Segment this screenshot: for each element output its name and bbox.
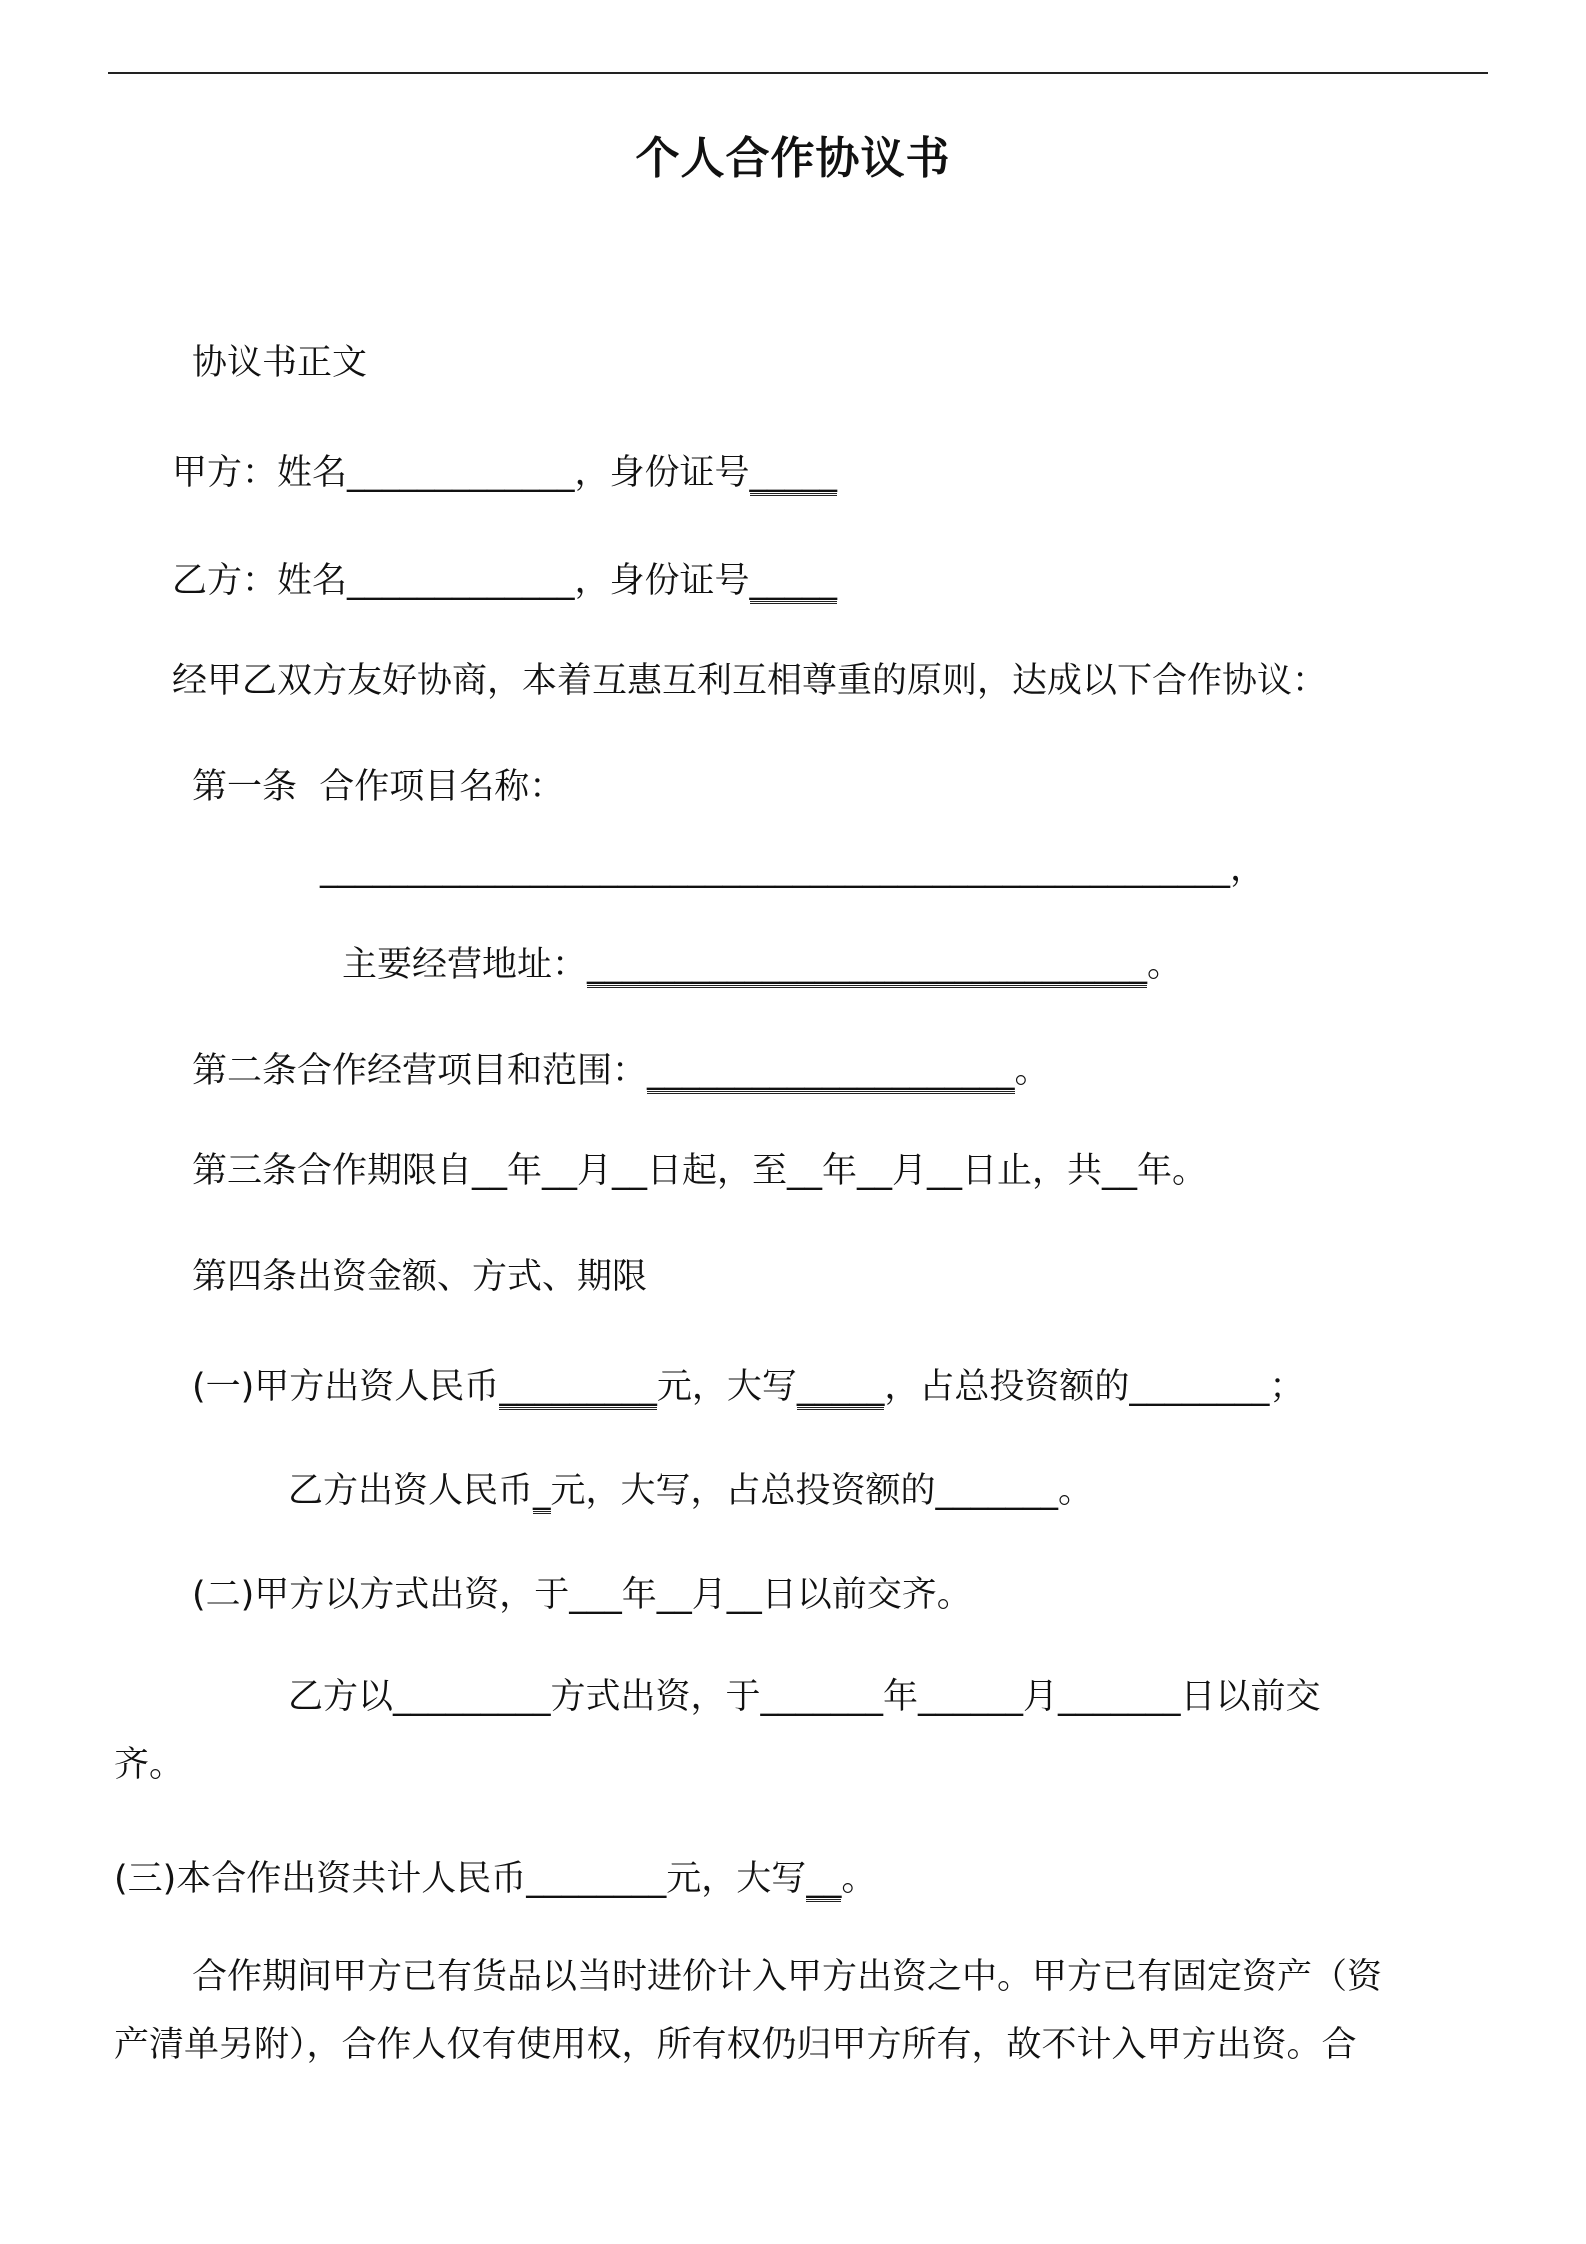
article4-i-party-a [192,1366,1304,1408]
iii-text-2: 。 [841,1859,877,1899]
article1-address-line [342,944,1182,986]
iii-capital-blank: __ [806,1859,841,1902]
address-label: 主要经营地址： [342,945,588,985]
article2-end: 。 [1014,1051,1050,1091]
article1-blank-line: ____________________________________________________， [320,849,1266,889]
article4-ii-party-a: (二)甲方以方式出资，于___年__月__日以前交齐。 [192,1575,972,1615]
article4-i-party-b [288,1470,1093,1512]
article1-heading: 第一条 合作项目名称： [192,767,565,807]
i-a-text-1: (一)甲方出资人民币 [192,1367,500,1407]
article2-label: 第二条合作经营项目和范围： [192,1051,648,1091]
article4-ii-party-b-wrap: 齐。 [114,1745,185,1785]
party-a-id-blank: _____ [750,453,838,496]
party-b-prefix: 乙方：姓名_____________，身份证号 [172,561,750,601]
address-end: 。 [1147,945,1183,985]
i-b-amount-blank: _ [533,1471,551,1514]
i-b-text-2: 元，大写，占总投资额的_______。 [550,1471,1094,1511]
i-a-text-2: 元，大写 [656,1367,797,1407]
i-a-text-3: ，占总投资额的________； [884,1367,1305,1407]
article4-ii-party-b: 乙方以_________方式出资，于_______年______月_______日以前交 [288,1677,1321,1717]
address-blank: ________________________________ [587,945,1147,988]
paragraph-line-2: 产清单另附），合作人仅有使用权，所有权仍归甲方所有，故不计入甲方出资。合 [114,2025,1357,2065]
body-heading: 协议书正文 [192,343,368,383]
party-a-line [172,452,837,494]
i-a-capital-blank: _____ [797,1367,885,1410]
article4-iii [114,1858,876,1900]
paragraph-line-1: 合作期间甲方已有货品以当时进价计入甲方出资之中。甲方已有固定资产（资 [192,1957,1383,1997]
party-b-id-blank: _____ [750,561,838,604]
header-rule [108,72,1488,74]
iii-text-1: (三)本合作出资共计人民币________元，大写 [114,1859,807,1899]
preamble: 经甲乙双方友好协商，本着互惠互利互相尊重的原则，达成以下合作协议： [172,661,1328,701]
article2-blank: _____________________ [647,1051,1015,1094]
article4-heading: 第四条出资金额、方式、期限 [192,1257,648,1297]
document-title: 个人合作协议书 [635,133,951,184]
i-a-amount-blank: _________ [499,1367,657,1410]
article3-line: 第三条合作期限自__年__月__日起，至__年__月__日止，共__年。 [192,1151,1208,1191]
article2-line [192,1050,1050,1092]
party-b-line [172,560,837,602]
party-a-prefix: 甲方：姓名_____________，身份证号 [172,453,750,493]
i-b-text-1: 乙方出资人民币 [288,1471,534,1511]
